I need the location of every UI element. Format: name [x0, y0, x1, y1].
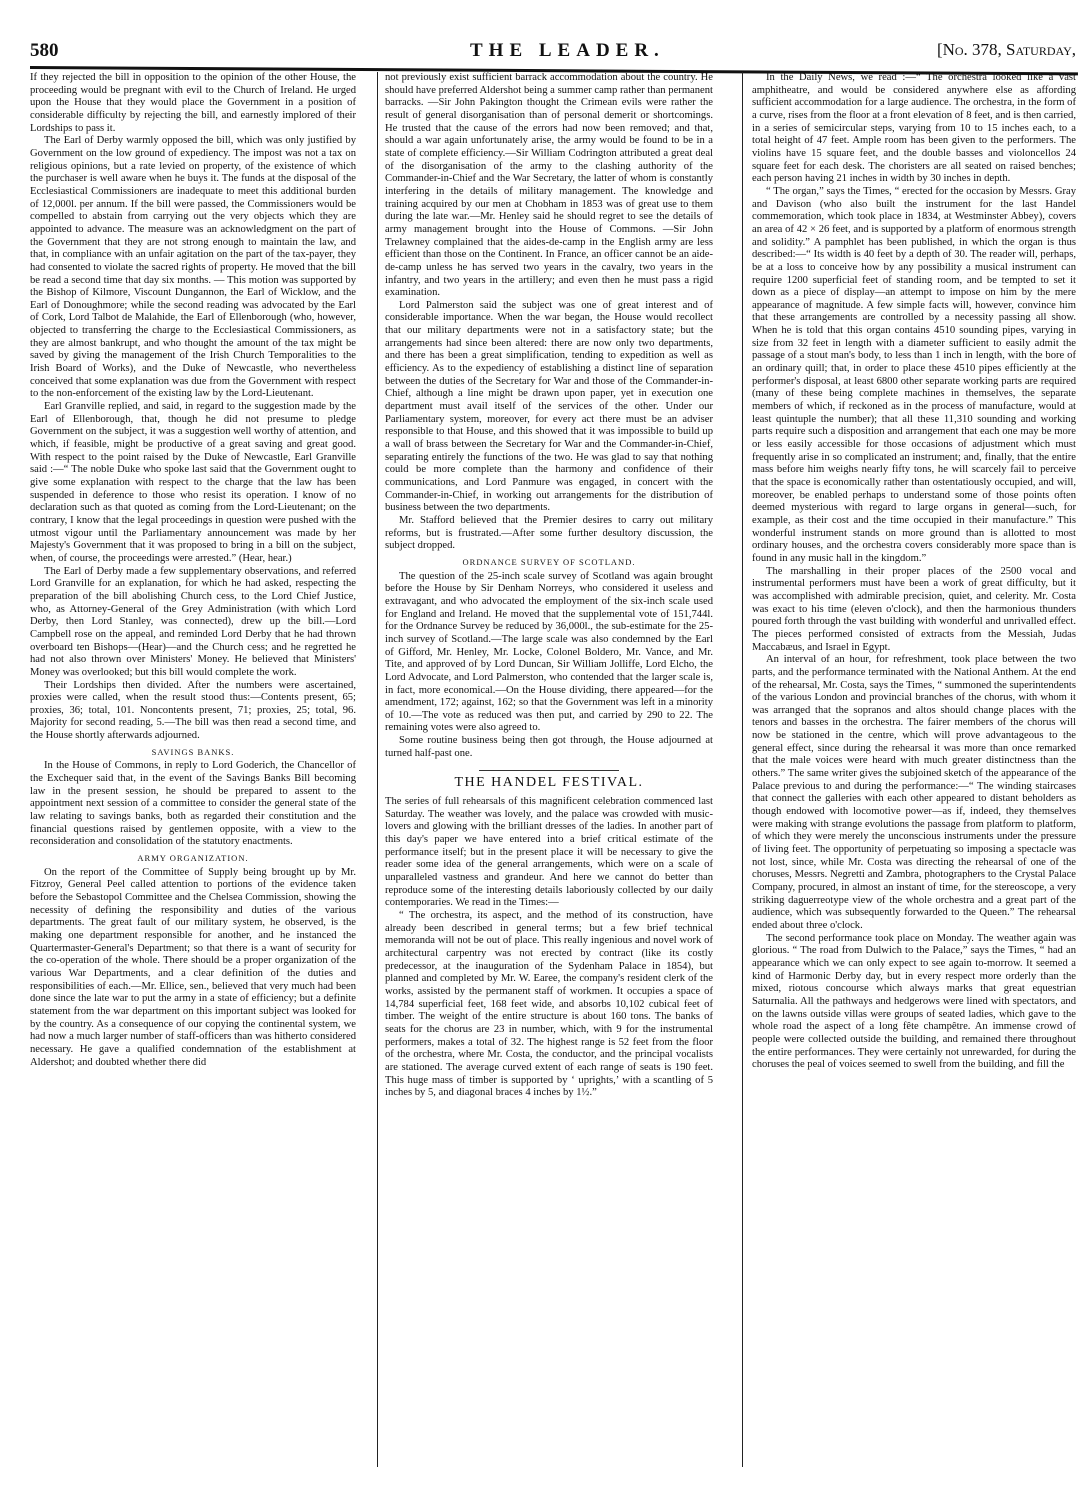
column-3: [752, 72, 1076, 1072]
section-heading-army-organization: ARMY ORGANIZATION.: [137, 853, 249, 864]
column-divider: [377, 72, 378, 1467]
section-heading-savings-banks: SAVINGS BANKS.: [151, 746, 235, 757]
paragraph: On the report of the Committee of Supply being brought up by Mr. Fitzroy, General Peel called attention to portions of the evidence taken before the Sebastopol Committee and the Chelsea Commission, showing the necessity of defining the responsibility and duties of the various departments. The great fault of our military system, he observed, is the making one department responsible for another, and he instanced the Quartermaster-General's Department; so that there is a want of security for the co-operation of the whole. There should be a proper organization of the various War Departments, and a clear definition of the duties and responsibilities of each.—Mr. Ellice, sen., believed that very much had been done since the late war to put the army in a state of efficiency; but a definite statement from the war department on this important subject was looked for by the country. As a consequence of our copying the continental system, we had now a much larger number of staff-officers than was hitherto considered necessary. He gave a qualified condemnation of the establishment at Aldershot; and doubted whether there did: [30, 866, 356, 1068]
paragraph: The second performance took place on Monday. The weather again was glorious. “ The road from Dulwich to the Palace,” says the Times, “ had an appearance which we can only expect to see again to-morrow. It seemed a kind of Harmonic Derby day, but in every respect more orderly than the mixed, riotous concourse which always marks that great equestrian Saturnalia. All the pathways and hedgerows were lined with spectators, and on the lawns outside villas were groups of seated ladies, which gave to the whole road the aspect of a long fête champêtre. An immense crowd of people were collected outside the building, and remained there throughout the entire performances. They were certainly not unrewarded, for during the choruses the peal of voices seemed to swell from the building, and fill the: [752, 932, 1076, 1071]
issue-number: [No. 378, Saturday,: [936, 40, 1076, 59]
page-number: 580: [30, 40, 59, 61]
paragraph: Lord Palmerston said the subject was one of great interest and of considerable importance. When the war began, the House would recollect that our military departments were not in a satisfactory state; but the arrangements had since been altered: there are now only two departments, and there has been a great simplification, tending to expedition as well as efficiency. As to the expediency of establishing a distinct line of separation between the duties of the Secretary for War and those of the Commander-in-Chief, although a line might be drawn upon paper, yet in execution one department must avail itself of the services of the other. Under our Parliamentary system, moreover, for every act there must be an adviser responsible to that House, and this showed that it was impossible to build up a wall of brass between the Secretary for War and the Commander-in-Chief, separating entirely the functions of the two. He was glad to say that nothing could be more complete than the harmony and confidence of their communications, and Lord Panmure was engaged, in concert with the Commander-in-Chief, in working out arrangements for the distribution of business between the two departments.: [385, 299, 713, 514]
paragraph: If they rejected the bill in opposition to the opinion of the other House, the proceeding would be pregnant with evil to the Church of Ireland. He urged upon the House that they would place the Government in a position of considerable difficulty by rejecting the bill, and earnestly implored of their Lordships to pass it.: [30, 72, 356, 134]
section-heading-ordnance-survey: ORDNANCE SURVEY OF SCOTLAND.: [462, 556, 636, 567]
paragraph: In the Daily News, we read :—“ The orchestra looked like a vast amphitheatre, and would be considered anywhere else as affording sufficient accommodation for a large audience. The orchestra, in the form of a curve, rises from the floor at a front elevation of 8 feet, and is then carried, in a series of semicircular steps, varying from 10 to 15 inches each, to a total height of 47 feet. Ample room has been given to the performers. The violins have 15 square feet, and the double basses and violoncellos 24 square feet for each desk. The choristers are all seated on raised benches; each person having 21 inches in width by 30 inches in depth.: [752, 72, 1076, 185]
paragraph: not previously exist sufficient barrack accommodation about the country. He should have preferred Aldershot being a summer camp rather than permanent barracks. —Sir John Pakington thought the Crimean evils were rather the result of general disorganisation than of personal demerit or shortcomings. He trusted that the cause of the errors had now been removed; and that, should a war again unfortunately arise, the army would be found to be in a state of complete efficiency.—Sir William Codrington attributed a great deal of the disorganisation of the army to the clashing authority of the Commander-in-Chief and the War Secretary, the latter of whom is constantly interfering in the details of military management. The knowledge and training acquired by our men at Chobham in 1853 was of great use to them during the late war.—Mr. Henley said he should regret to see the details of army management brought into the House of Commons. —Sir John Trelawney complained that the aides-de-camp in the English army are less efficient than those on the Continent. In France, an officer cannot be an aide-de-camp unless he has served two years in the cavalry, two years in the infantry, and two years in the artillery; and even then he must pass a rigid examination.: [385, 72, 713, 299]
paragraph: An interval of an hour, for refreshment, took place between the two parts, and the performance terminated with the National Anthem. At the end of the rehearsal, Mr. Costa, says the Times, “ summoned the superintendents of the various London and provincial branches of the chorus, with whom it was arranged that the sopranos and altos should change places with the tenors and basses in the orchestra. The fairer members of the chorus will now be stationed in the centre, which will prove advantageous to the general effect, since during the rehearsal it was more than once remarked that the male voices were heard with much greater distinctness than the others.” The same writer gives the subjoined sketch of the appearance of the Palace previous to and during the performance:—“ The winding staircases that connect the galleries with each other appeared to distant beholders as though endowed with locomotive power—as if, indeed, they themselves were making with strange evolutions the passage from platform to platform, of which they were merely the unconscious instruments under the pressure of living feet. The opportunity of perpetuating so imposing a spectacle was not lost, since, while Mr. Costa was directing the rehearsal of one of the choruses, Messrs. Negretti and Zambra, photographers to the Crystal Palace Company, procured, in almost an instant of time, for the stereoscope, a very striking daguerreotype view of the whole orchestra and a great part of the audience, which was subsequently forwarded to the Queen.” The rehearsal ended about three o'clock.: [752, 654, 1076, 931]
article-separator: [479, 770, 619, 771]
paragraph: The marshalling in their proper places of the 2500 vocal and instrumental performers must have been a work of great difficulty, but it was accomplished with admirable precision, quiet, and celerity. Mr. Costa was exact to his time (eleven o'clock), and then the harmonious thunders poured forth through the vast building with wonderful and unrivalled effect. The pieces performed consisted of extracts from the Messiah, Judas Maccabæus, and Israel in Egypt.: [752, 565, 1076, 653]
masthead: [30, 40, 1082, 64]
paragraph: The Earl of Derby made a few supplementary observations, and referred Lord Granville for an explanation, for which he had asked, respecting the preparation of the bill abolishing Church cess, to the Lord Chief Justice, who, as Attorney-General of the Grey Administration (with which Lord Derby, then Lord Stanley, was connected), drew up the bill.—Lord Campbell rose on the appeal, and reminded Lord Derby that he had thrown overboard ten Bishops—(Hear)—and the Church cess; and he regretted he had not also thrown over Ministers' Money. He believed that Ministers' Money was overlooked; but this bill would complete the work.: [30, 565, 356, 678]
column-2: [385, 72, 713, 1100]
paragraph: “ The organ,” says the Times, “ erected for the occasion by Messrs. Gray and Davison (who also built the instrument for the last Handel commemoration, which took place in 1834, at Westminster Abbey), covers an area of 42 × 26 feet, and is supported by a platform of enormous strength and solidity.” A pamphlet has been published, in which the organ is thus described:—“ Its width is 40 feet by a depth of 30. The reader will, perhaps, be at a loss to conceive how by any possibility a musical instrument can require 1200 superficial feet of standing room, and be tempted to set it down as a piece of display—an attempt to impose on him by the mere appearance of magnitude. A few simple facts will, however, convince him that these arrangements are controlled by a necessity passing all show. When he is told that this organ contains 4510 sounding pipes, varying in size from 32 feet in length with a diameter sufficient to easily admit the passage of a stout man's body, to less than 1 inch in length, with the bore of an ordinary quill; that, in order to place these 4510 pipes efficiently at the performer's disposal, at least 6800 other separate working parts are required (many of these being complete machines in themselves, the separate members of which, if reckoned as in the process of manufacture, would at least quintuple the number); that all these 11,310 sounding and working parts require such a disposition and arrangement that each one may be more or less easily accessible for those occasions of adjustment which must frequently arise in so complicated an instrument; and, finally, that the entire mass before him weighs nearly fifty tons, he will scarcely fail to perceive that the space is economically rather than ostentatiously occupied, and will, moreover, be enabled perhaps to understand some of those points often deemed mysterious with regard to large organs in general—such, for example, as their cost and the time occupied in their manufacture.” This wonderful instrument stands on more ground than is allotted to most ordinary houses, and the orchestra covers considerably more space than is found in any music hall in the kingdom.”: [752, 185, 1076, 564]
paragraph: Earl Granville replied, and said, in regard to the suggestion made by the Earl of Ellenborough, that, though he did not presume to pledge Government on the subject, it was a suggestion well worthy of attention, and which, if feasible, might be productive of a great saving and great good. With respect to the point raised by the Duke of Newcastle, Earl Granville said :—“ The noble Duke who spoke last said that the Government ought to give some explanation with respect to the charge that the law has been suspended in deference to those who resist its operation. I know of no declaration such as that quoted as coming from the Lord-Lieutenant; on the contrary, I know that the legal proceedings in question were pushed with the utmost vigour until the Parliamentary announcement was made by her Majesty's Government that it was proposed to bring in a bill on the subject, when, of course, the proceedings were arrested.” (Hear, hear.): [30, 401, 356, 564]
column-divider: [742, 72, 743, 1467]
paragraph: Mr. Stafford believed that the Premier desires to carry out military reforms, but is frustrated.—After some further desultory discussion, the subject dropped.: [385, 514, 713, 552]
paragraph: Their Lordships then divided. After the numbers were ascertained, proxies were called, when the result stood thus:—Contents present, 65; proxies, 36; total, 101. Noncontents present, 71; proxies, 25; total, 96. Majority for second reading, 5.—The bill was then read a second time, and the House shortly afterwards adjourned.: [30, 679, 356, 742]
paragraph: Some routine business being then got through, the House adjourned at turned half-past one.: [385, 735, 713, 759]
paragraph: The Earl of Derby warmly opposed the bill, which was only justified by Government on the low ground of expediency. The impost was not a tax on religious opinions, but a rate levied on property, of the existence of which the purchaser is well aware when he buys it. The funds at the disposal of the Ecclesiastical Commissioners are inadequate to meet this additional burden of 12,000l. per annum. If the bill were passed, the Commissioners would be compelled to abstain from carrying out the very objects which they are appointed to advance. The measure was an acknowledgment on the part of the Government that they are not strong enough to maintain the law, and that, in compliance with an unfair agitation on the part of the tax-payer, they had consented to violate the sacred rights of property. He moved that the bill be read a second time that day six months. — This motion was supported by the Bishop of Kilmore, Viscount Dungannon, the Earl of Wicklow, and the Earl of Donoughmore; while the second reading was advocated by the Earl of Cork, Lord Talbot de Malahide, the Earl of Ellenborough (who, however, objected to transferring the charge to the Ecclesiastical Commissioners, as they are almost bankrupt, and who thought the amount of the tax might be saved by giving the management of the Irish Church Temporalities to the Irish Board of Works), and the Duke of Newcastle, who nevertheless conceived that some explanation was due from the Government with respect to the non-enforcement of the existing law by the Lord-Lieutenant.: [30, 135, 356, 400]
paragraph: In the House of Commons, in reply to Lord Goderich, the Chancellor of the Exchequer said that, in the event of the Savings Banks Bill becoming law in the present session, he should be prepared to assent to the appointment next session of a committee to consider the general state of the law relating to savings banks, both as regarded their constitution and the financial questions raised by gentlemen opposite, with a view to the reconsideration and consolidation of the statutory enactments.: [30, 760, 356, 848]
article-heading-handel-festival: THE HANDEL FESTIVAL.: [454, 775, 644, 791]
newspaper-title: THE LEADER.: [470, 40, 665, 61]
paragraph: “ The orchestra, its aspect, and the method of its construction, have already been described in general terms; but a few brief technical memoranda will not be out of place. This really ingenious and novel work of architectural carpentry was not erected by contract (like its costly predecessor, at the inauguration of the Sydenham Palace in 1854), but planned and completed by Mr. W. Earee, the company's resident clerk of the works, assisted by the permanent staff of workmen. It occupies a space of 14,784 superficial feet, 168 feet wide, and absorbs 10,102 cubical feet of timber. The weight of the entire structure is about 160 tons. The banks of seats for the chorus are 23 in number, which, with 9 for the instrumental performers, makes a total of 32. The highest range is 52 feet from the floor of the orchestra, where Mr. Costa, the conductor, and the principal vocalists are stationed. The average curved extent of each range of seats is 190 feet. This huge mass of timber is supported by ‘ uprights,’ with a scantling of 5 inches by 5, and diagonal braces 4 inches by 1½.”: [385, 910, 713, 1099]
column-1: [30, 72, 356, 1069]
paragraph: The series of full rehearsals of this magnificent celebration commenced last Saturday. The weather was lovely, and the palace was crowded with music-lovers and glowing with the brilliant dresses of the ladies. In another part of this day's paper we have entered into a brief critical estimate of the performance itself; but in the present place it will be necessary to give the reader some idea of the general arrangements, which were on a scale of unparalleled vastness and grandeur. And here we cannot do better than reproduce some of the interesting details laboriously collected by our daily contemporaries. We read in the Times:—: [385, 796, 713, 909]
paragraph: The question of the 25-inch scale survey of Scotland was again brought before the House by Sir Denham Norreys, who considered it useless and extravagant, and who advocated the employment of the six-inch scale used for England and Ireland. He moved that the supplemental vote of 151,744l. for the Ordnance Survey be reduced by 36,000l., the sub-estimate for the 25-inch survey of Scotland.—The large scale was also condemned by the Earl of Gifford, Mr. Henley, Mr. Locke, Colonel Boldero, Mr. Vance, and Mr. Tite, and approved of by Lord Duncan, Sir William Jolliffe, Lord Elcho, the Lord Advocate, and Lord Palmerston, who contended that the larger scale is, in fact, more economical.—On the House dividing, there appeared—for the amendment, 172; against, 162; so that the Government was left in a minority of 10.—The vote as reduced was then put, and carried by 290 to 22. The remaining votes were also agreed to.: [385, 570, 713, 734]
